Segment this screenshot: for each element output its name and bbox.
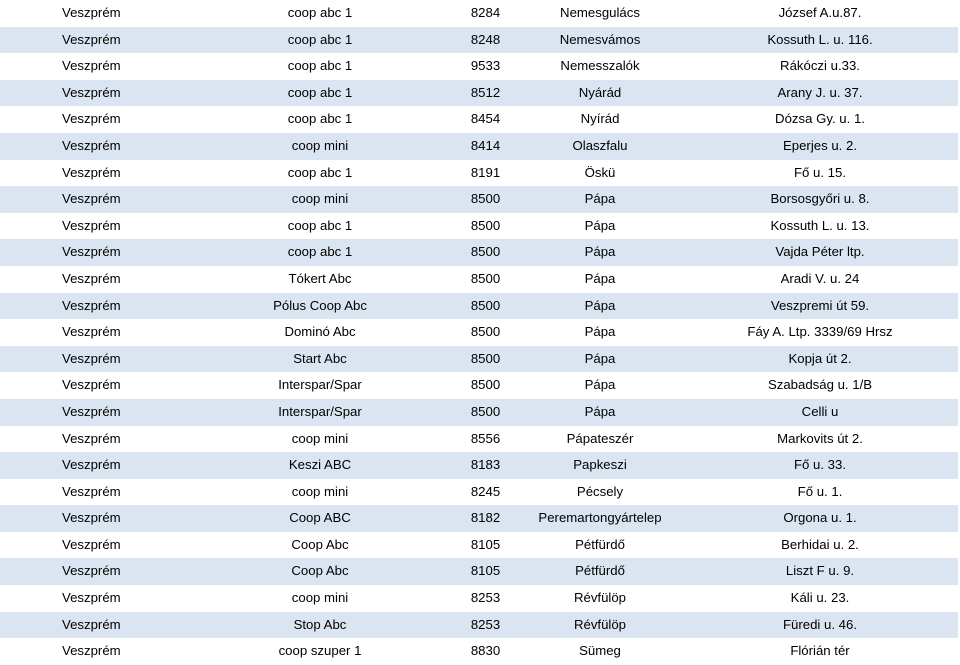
store-name-cell: coop abc 1 — [287, 31, 353, 47]
zip-code-cell: 8830 — [470, 643, 501, 659]
county-cell: Veszprém — [62, 111, 121, 127]
city-cell: Pápa — [584, 377, 616, 393]
address-cell: Füredi u. 46. — [782, 616, 858, 632]
address-cell: Vajda Péter ltp. — [775, 244, 865, 260]
store-name-cell: coop abc 1 — [287, 111, 353, 127]
county-cell: Veszprém — [62, 510, 121, 526]
address-cell: Eperjes u. 2. — [782, 137, 858, 153]
county-cell: Veszprém — [62, 324, 121, 340]
zip-code-cell: 8500 — [470, 403, 501, 419]
table-row — [0, 160, 958, 187]
zip-code-cell: 8284 — [470, 5, 501, 20]
store-name-cell: Tókert Abc — [288, 270, 352, 286]
table-row — [0, 585, 958, 612]
address-cell: Fáy A. Ltp. 3339/69 Hrsz — [747, 324, 893, 340]
county-cell: Veszprém — [62, 297, 121, 313]
store-name-cell: Interspar/Spar — [278, 403, 362, 419]
zip-code-cell: 8253 — [470, 590, 501, 606]
city-cell: Pápa — [584, 191, 616, 207]
city-cell: Nemesvámos — [559, 31, 641, 47]
store-name-cell: coop mini — [291, 590, 349, 606]
address-cell: Arany J. u. 37. — [777, 84, 863, 100]
table-row — [0, 612, 958, 639]
store-name-cell: Interspar/Spar — [278, 377, 362, 393]
store-name-cell: Stop Abc — [293, 616, 347, 632]
city-cell: Papkeszi — [573, 457, 627, 473]
zip-code-cell: 8500 — [470, 217, 501, 233]
address-cell: Fő u. 15. — [793, 164, 847, 180]
zip-code-cell: 8105 — [470, 563, 501, 579]
county-cell: Veszprém — [62, 563, 121, 579]
city-cell: Peremartongyártelep — [538, 510, 662, 526]
table-row — [0, 505, 958, 532]
county-cell: Veszprém — [62, 217, 121, 233]
zip-code-cell: 8500 — [470, 377, 501, 393]
city-cell: Olaszfalu — [572, 137, 628, 153]
county-cell: Veszprém — [62, 350, 121, 366]
zip-code-cell: 8500 — [470, 297, 501, 313]
city-cell: Révfülöp — [573, 616, 627, 632]
table-row — [0, 532, 958, 559]
address-cell: Káli u. 23. — [790, 590, 850, 606]
address-cell: Berhidai u. 2. — [781, 536, 859, 552]
address-cell: Fő u. 1. — [797, 483, 843, 499]
table-row — [0, 80, 958, 107]
store-name-cell: coop mini — [291, 430, 349, 446]
store-name-cell: Dominó Abc — [284, 324, 356, 340]
county-cell: Veszprém — [62, 616, 121, 632]
zip-code-cell: 8183 — [470, 457, 501, 473]
zip-code-cell: 8500 — [470, 270, 501, 286]
city-cell: Pápa — [584, 297, 616, 313]
table-row — [0, 106, 958, 133]
table-row — [0, 27, 958, 54]
city-cell: Pétfürdő — [575, 563, 625, 579]
table-row — [0, 452, 958, 479]
zip-code-cell: 8512 — [470, 84, 501, 100]
county-cell: Veszprém — [62, 191, 121, 207]
county-cell: Veszprém — [62, 590, 121, 606]
county-cell: Veszprém — [62, 457, 121, 473]
table-row — [0, 293, 958, 320]
address-cell: Kopja út 2. — [788, 350, 852, 366]
county-cell: Veszprém — [62, 430, 121, 446]
table-row — [0, 213, 958, 240]
county-cell: Veszprém — [62, 164, 121, 180]
city-cell: Pápa — [584, 324, 616, 340]
store-name-cell: coop abc 1 — [287, 84, 353, 100]
zip-code-cell: 8500 — [470, 244, 501, 260]
address-cell: Liszt F u. 9. — [785, 563, 855, 579]
city-cell: Pápa — [584, 217, 616, 233]
county-cell: Veszprém — [62, 84, 121, 100]
county-cell: Veszprém — [62, 58, 121, 74]
table-row — [0, 372, 958, 399]
zip-code-cell: 8248 — [470, 31, 501, 47]
table-row — [0, 266, 958, 293]
zip-code-cell: 9533 — [470, 58, 501, 74]
address-cell: Fő u. 33. — [793, 457, 847, 473]
city-cell: Pápa — [584, 350, 616, 366]
county-cell: Veszprém — [62, 270, 121, 286]
county-cell: Veszprém — [62, 483, 121, 499]
zip-code-cell: 8454 — [470, 111, 501, 127]
city-cell: Sümeg — [579, 643, 621, 659]
store-name-cell: coop mini — [291, 137, 349, 153]
zip-code-cell: 8556 — [470, 430, 501, 446]
city-cell: Nyírád — [580, 111, 620, 127]
store-name-cell: coop abc 1 — [287, 5, 353, 20]
address-cell: Veszpremi út 59. — [770, 297, 870, 313]
address-cell: Dózsa Gy. u. 1. — [775, 111, 865, 127]
table-row — [0, 346, 958, 373]
store-name-cell: coop abc 1 — [287, 164, 353, 180]
county-cell: Veszprém — [62, 536, 121, 552]
address-cell: Kossuth L. u. 13. — [770, 217, 870, 233]
table-row — [0, 319, 958, 346]
zip-code-cell: 8105 — [470, 536, 501, 552]
store-name-cell: Start Abc — [293, 350, 347, 366]
table-row — [0, 239, 958, 266]
address-cell: Orgona u. 1. — [783, 510, 857, 526]
city-cell: Pétfürdő — [575, 536, 625, 552]
zip-code-cell: 8414 — [470, 137, 501, 153]
table-row — [0, 426, 958, 453]
city-cell: Nemesszalók — [560, 58, 640, 74]
store-name-cell: Coop Abc — [291, 536, 349, 552]
county-cell: Veszprém — [62, 137, 121, 153]
address-cell: Aradi V. u. 24 — [780, 270, 860, 286]
table-row — [0, 186, 958, 213]
table-row — [0, 133, 958, 160]
store-name-cell: coop mini — [291, 483, 349, 499]
address-cell: József A.u.87. — [778, 5, 862, 20]
zip-code-cell: 8500 — [470, 350, 501, 366]
city-cell: Pápa — [584, 403, 616, 419]
zip-code-cell: 8253 — [470, 616, 501, 632]
city-cell: Pécsely — [576, 483, 624, 499]
zip-code-cell: 8182 — [470, 510, 501, 526]
table-row — [0, 479, 958, 506]
table-row — [0, 399, 958, 426]
table-row — [0, 558, 958, 585]
store-name-cell: Coop ABC — [289, 510, 351, 526]
table-row — [0, 638, 958, 665]
store-name-cell: coop abc 1 — [287, 244, 353, 260]
store-name-cell: Pólus Coop Abc — [273, 297, 367, 313]
city-cell: Nyárád — [578, 84, 622, 100]
address-cell: Flórián tér — [790, 643, 850, 659]
table-row — [0, 0, 958, 27]
county-cell: Veszprém — [62, 403, 121, 419]
store-name-cell: coop szuper 1 — [278, 643, 362, 659]
store-name-cell: coop abc 1 — [287, 217, 353, 233]
zip-code-cell: 8500 — [470, 191, 501, 207]
store-name-cell: Coop Abc — [291, 563, 349, 579]
county-cell: Veszprém — [62, 244, 121, 260]
city-cell: Öskü — [584, 164, 616, 180]
table-row — [0, 53, 958, 80]
store-name-cell: Keszi ABC — [288, 457, 352, 473]
address-cell: Rákóczi u.33. — [780, 58, 860, 74]
city-cell: Révfülöp — [573, 590, 627, 606]
zip-code-cell: 8191 — [470, 164, 501, 180]
county-cell: Veszprém — [62, 377, 121, 393]
city-cell: Pápa — [584, 270, 616, 286]
zip-code-cell: 8500 — [470, 324, 501, 340]
county-cell: Veszprém — [62, 5, 121, 20]
city-cell: Pápa — [584, 244, 616, 260]
address-cell: Borsosgyőri u. 8. — [770, 191, 870, 207]
address-cell: Szabadság u. 1/B — [767, 377, 873, 393]
county-cell: Veszprém — [62, 643, 121, 659]
address-cell: Markovits út 2. — [777, 430, 863, 446]
zip-code-cell: 8245 — [470, 483, 501, 499]
address-cell: Kossuth L. u. 116. — [767, 31, 873, 47]
city-cell: Pápateszér — [566, 430, 634, 446]
address-cell: Celli u — [801, 403, 839, 419]
county-cell: Veszprém — [62, 31, 121, 47]
store-name-cell: coop abc 1 — [287, 58, 353, 74]
city-cell: Nemesgulács — [560, 5, 640, 20]
store-name-cell: coop mini — [291, 191, 349, 207]
